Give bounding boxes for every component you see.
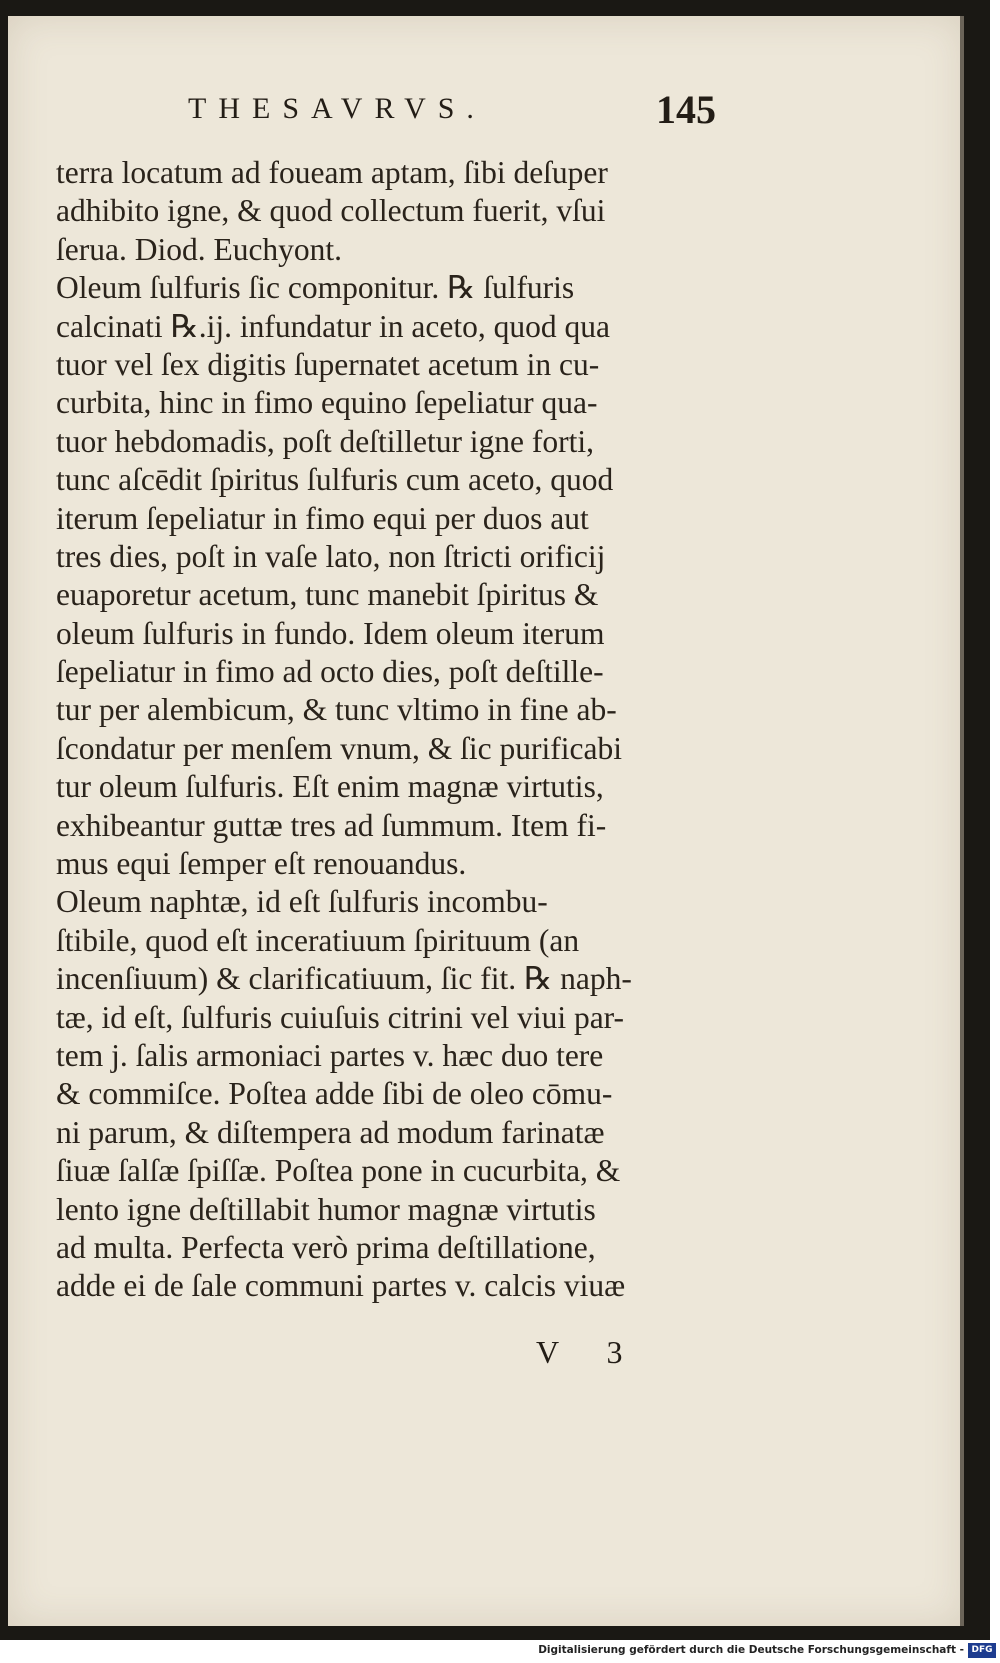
text-line: adde ei de ſale communi partes v. calcis viuæ [56, 1268, 626, 1304]
text-line: tunc aſcēdit ſpiritus ſulfuris cum aceto, quod [56, 462, 614, 498]
text-line: ſiuæ ſalſæ ſpiſſæ. Poſtea pone in cucurbita, & [56, 1153, 621, 1189]
text-line: ſerua. Diod. Euchyont. [56, 231, 343, 267]
text-line: Oleum naphtæ, id eſt ſulfuris incombu- [56, 884, 548, 920]
text-line: calcinati ℞.ij. infundatur in aceto, quod qua [56, 308, 610, 344]
text-line: exhibeantur guttæ tres ad ſummum. Item fi- [56, 807, 607, 843]
text-line: tres dies, poſt in vaſe lato, non ſtricti orificij [56, 538, 606, 574]
text-line: ſcondatur per menſem vnum, & ſic purificabi [56, 730, 622, 766]
book-page [8, 16, 964, 1626]
signature-mark: V 3 [536, 1334, 643, 1370]
text-line: Oleum ſulfuris ſic componitur. ℞ ſulfuris [56, 270, 575, 306]
footer-bar [0, 1640, 1000, 1663]
text-line: tem j. ſalis armoniaci partes v. hæc duo tere [56, 1037, 604, 1073]
text-line: mus equi ſemper eſt renouandus. [56, 846, 467, 882]
text-line: tuor hebdomadis, poſt deſtilletur igne forti, [56, 423, 595, 459]
text-line: terra locatum ad foueam aptam, ſibi deſuper [56, 155, 608, 190]
text-line: ad multa. Perfecta verò prima deſtillatione, [56, 1229, 596, 1265]
text-line: ſepeliatur in fimo ad octo dies, poſt deſtille- [56, 654, 604, 690]
text-line: ſtibile, quod eſt inceratiuum ſpirituum (an [56, 922, 580, 958]
page-header [8, 86, 964, 136]
body-text [56, 154, 726, 1306]
running-head: THESAVRVS. [188, 92, 486, 125]
text-line: tur per alembicum, & tunc vltimo in fine ab- [56, 692, 617, 728]
text-line: incenſiuum) & clarificatiuum, ſic fit. ℞ naph- [56, 961, 632, 997]
text-line: adhibito igne, & quod collectum fuerit, vſui [56, 193, 606, 229]
text-line: euaporetur acetum, tunc manebit ſpiritus & [56, 577, 599, 613]
text-line: oleum ſulfuris in fundo. Idem oleum iterum [56, 615, 605, 651]
text-line: lento igne deſtillabit humor magnæ virtutis [56, 1191, 596, 1227]
text-line: tur oleum ſulfuris. Eſt enim magnæ virtutis, [56, 769, 604, 805]
funding-credit: Digitalisierung gefördert durch die Deutsche Forschungsgemeinschaft - [538, 1644, 964, 1656]
text-line: ni parum, & diſtempera ad modum farinatæ [56, 1114, 605, 1150]
dfg-logo: DFG [968, 1643, 996, 1658]
page-number: 145 [656, 87, 716, 132]
text-line: curbita, hinc in fimo equino ſepeliatur qua- [56, 385, 598, 421]
text-line: tuor vel ſex digitis ſupernatet acetum in cu- [56, 346, 600, 382]
text-line: iterum ſepeliatur in fimo equi per duos aut [56, 500, 589, 536]
page-edge [960, 16, 964, 1626]
text-line: tæ, id eſt, ſulfuris cuiuſuis citrini vel viui par- [56, 999, 625, 1035]
text-line: & commiſce. Poſtea adde ſibi de oleo cōmu- [56, 1076, 613, 1112]
